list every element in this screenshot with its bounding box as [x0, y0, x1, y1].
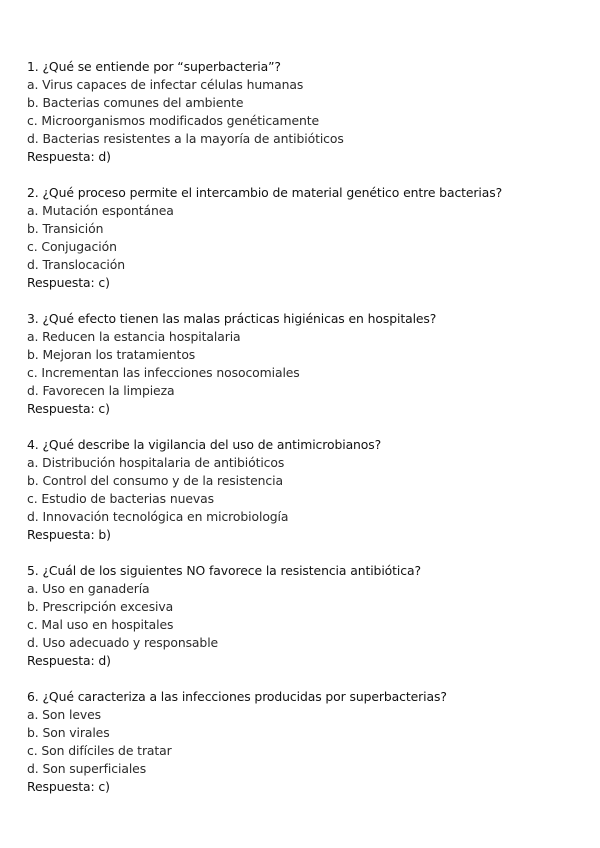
- question-title: 3. ¿Qué efecto tienen las malas prácticas higiénicas en hospitales?: [27, 311, 437, 326]
- quiz-document: [27, 58, 587, 814]
- question-5: [27, 562, 587, 670]
- option-c: c. Son difíciles de tratar: [27, 743, 172, 758]
- option-b: b. Son virales: [27, 725, 110, 740]
- option-d: d. Translocación: [27, 257, 126, 272]
- option-d: d. Innovación tecnológica en microbiología: [27, 509, 289, 524]
- option-b: b. Transición: [27, 221, 104, 236]
- option-a: a. Distribución hospitalaria de antibióticos: [27, 455, 285, 470]
- option-c: c. Conjugación: [27, 239, 117, 254]
- option-a: a. Son leves: [27, 707, 101, 722]
- option-d: d. Son superficiales: [27, 761, 147, 776]
- question-3: [27, 310, 587, 418]
- option-a: a. Mutación espontánea: [27, 203, 174, 218]
- option-b: b. Mejoran los tratamientos: [27, 347, 196, 362]
- option-c: c. Estudio de bacterias nuevas: [27, 491, 214, 506]
- question-title: 5. ¿Cuál de los siguientes NO favorece la resistencia antibiótica?: [27, 563, 421, 578]
- option-a: a. Reducen la estancia hospitalaria: [27, 329, 241, 344]
- option-c: c. Microorganismos modificados genéticamente: [27, 113, 320, 128]
- answer-line: Respuesta: b): [27, 527, 111, 542]
- question-title: 1. ¿Qué se entiende por “superbacteria”?: [27, 59, 281, 74]
- option-d: d. Uso adecuado y responsable: [27, 635, 219, 650]
- option-b: b. Bacterias comunes del ambiente: [27, 95, 244, 110]
- option-a: a. Uso en ganadería: [27, 581, 150, 596]
- option-b: b. Prescripción excesiva: [27, 599, 174, 614]
- question-2: [27, 184, 587, 292]
- question-title: 6. ¿Qué caracteriza a las infecciones producidas por superbacterias?: [27, 689, 447, 704]
- question-4: [27, 436, 587, 544]
- answer-line: Respuesta: c): [27, 401, 110, 416]
- question-title: 4. ¿Qué describe la vigilancia del uso de antimicrobianos?: [27, 437, 382, 452]
- option-d: d. Favorecen la limpieza: [27, 383, 175, 398]
- answer-line: Respuesta: d): [27, 653, 111, 668]
- question-1: [27, 58, 587, 166]
- answer-line: Respuesta: c): [27, 779, 110, 794]
- option-d: d. Bacterias resistentes a la mayoría de antibióticos: [27, 131, 344, 146]
- option-c: c. Mal uso en hospitales: [27, 617, 174, 632]
- option-c: c. Incrementan las infecciones nosocomiales: [27, 365, 300, 380]
- question-6: [27, 688, 587, 796]
- option-a: a. Virus capaces de infectar células humanas: [27, 77, 304, 92]
- answer-line: Respuesta: c): [27, 275, 110, 290]
- option-b: b. Control del consumo y de la resistencia: [27, 473, 283, 488]
- question-title: 2. ¿Qué proceso permite el intercambio de material genético entre bacterias?: [27, 185, 503, 200]
- answer-line: Respuesta: d): [27, 149, 111, 164]
